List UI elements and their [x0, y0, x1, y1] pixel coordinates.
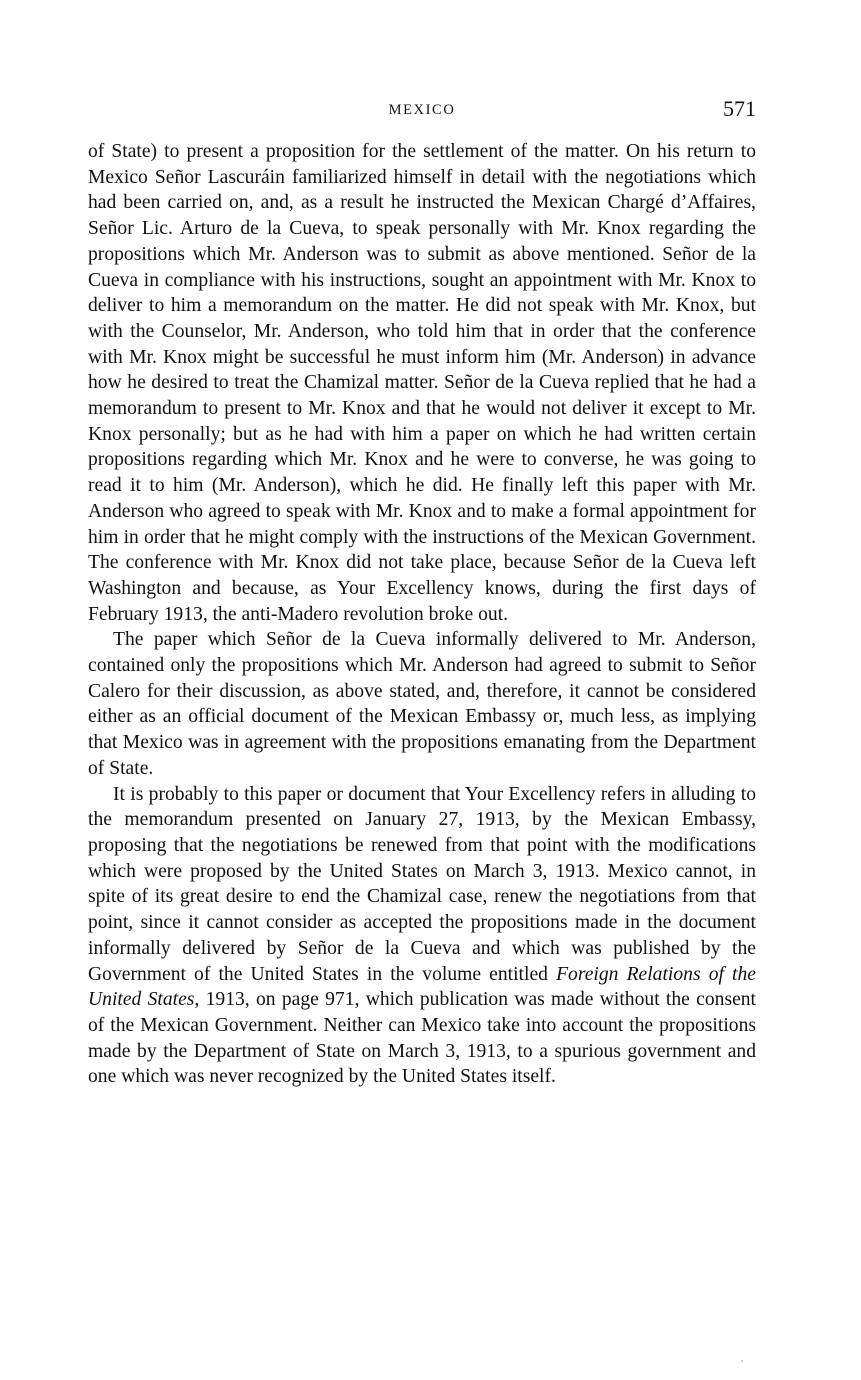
- page-number: 571: [723, 96, 756, 121]
- running-head: [88, 96, 756, 130]
- paragraph-paper-delivered: The paper which Señor de la Cueva informally delivered to Mr. Anderson, contained only the propositions which Mr. Anderson had agreed to submit to Señor Calero for their discussion, as above stated, and, therefore, it cannot be considered either as an official document of the Mexican Embassy or, much less, as implying that Mexico was in agreement with the propositions emanating from the Department of State.: [88, 629, 756, 779]
- document-page: [88, 96, 756, 1090]
- body-text: [88, 139, 756, 1090]
- paragraph-text-part: It is probably to this paper or document that Your Excellency refers in alluding to the memorandum presented on January 27, 1913, by the Mexican Embassy, proposing that the negotiations be renewed from that point with the modifications which were proposed by the United States on March 3, 1913. Mexico cannot, in spite of its great desire to end the Chamizal case, renew the negotiations from that point, since it cannot consider as accepted the propositions made in the document informally delivered by Señor de la Cueva and which was published by the Government of the United States in the volume entitled: [88, 783, 756, 985]
- publication-title: Foreign Relations of the United States: [88, 963, 756, 1011]
- paragraph-memorandum-reference: [88, 782, 756, 1090]
- running-title: MEXICO: [388, 102, 456, 118]
- paragraph-text-part: , 1913, on page 971, which publication was made without the consent of the Mexican Government. Neither can Mexico take into account the propositions made by the Department of State on March 3, 1913, to a spurious government and one which was never recognized by the United States itself.: [88, 989, 756, 1088]
- paragraph-continuation: of State) to present a proposition for the settlement of the matter. On his return to Mexico Señor Lascuráin familiarized himself in detail with the negotiations which had been carried on, and, as a result he instructed the Mexican Chargé d’Affaires, Señor Lic. Arturo de la Cueva, to speak personally with Mr. Knox regarding the propositions which Mr. Anderson was to submit as above mentioned. Señor de la Cueva in compliance with his instructions, sought an appointment with Mr. Knox to deliver to him a memorandum on the matter. He did not speak with Mr. Knox, but with the Counselor, Mr. Anderson, who told him that in order that the conference with Mr. Knox might be successful he must inform him (Mr. Anderson) in advance how he desired to treat the Chamizal matter. Señor de la Cueva replied that he had a memorandum to present to Mr. Knox and that he would not deliver it except to Mr. Knox personally; but as he had with him a paper on which he had written certain propositions regarding which Mr. Knox and he were to converse, he was going to read it to him (Mr. Anderson), which he did. He finally left this paper with Mr. Anderson who agreed to speak with Mr. Knox and to make a formal appointment for him in order that he might comply with the instructions of the Mexican Government. The conference with Mr. Knox did not take place, because Señor de la Cueva left Washington and because, as Your Excellency knows, during the first days of February 1913, the anti-Madero revolution broke out.: [88, 141, 756, 625]
- scan-speck: [741, 1360, 743, 1362]
